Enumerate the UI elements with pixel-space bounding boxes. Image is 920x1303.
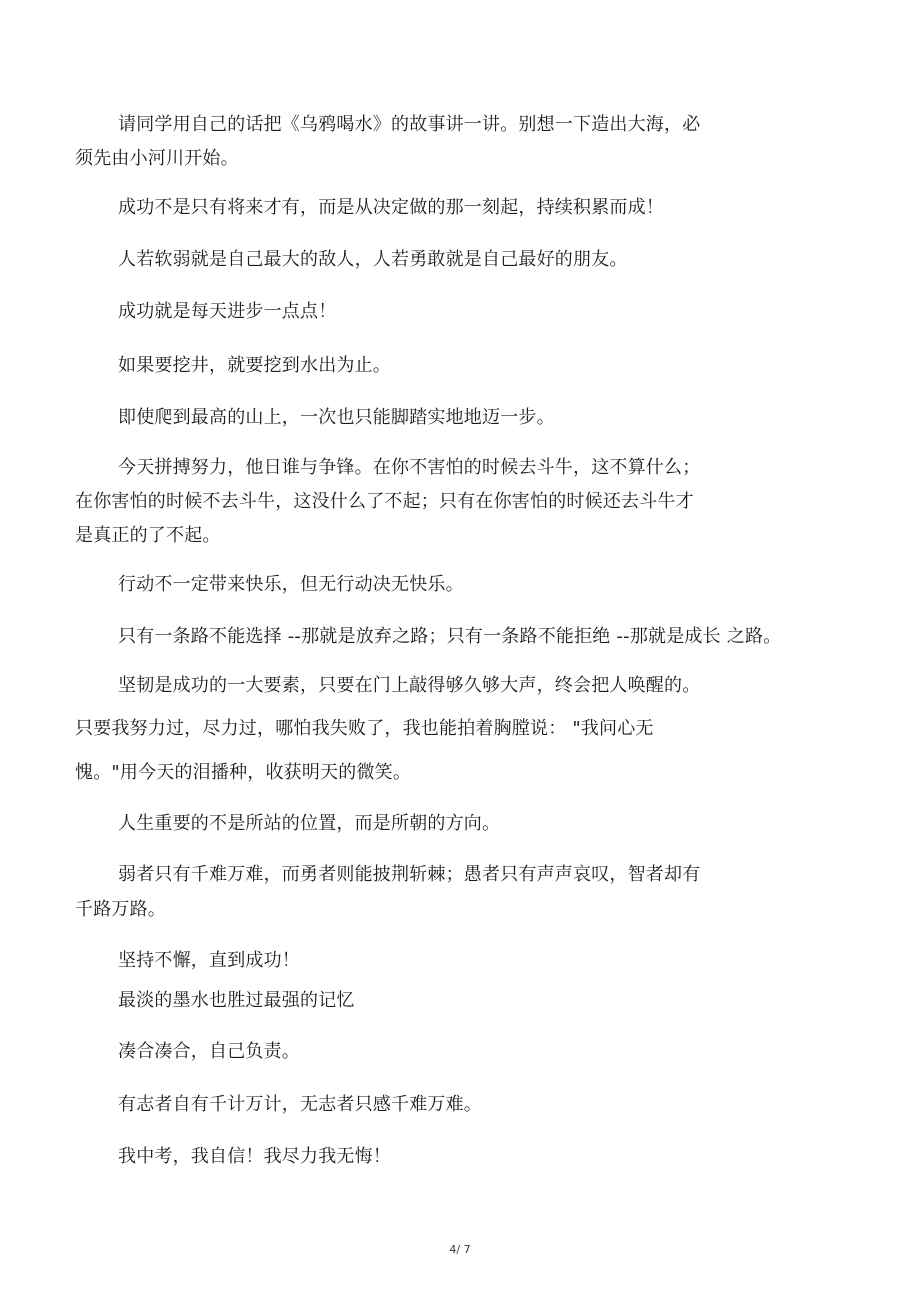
text-line-10: 是真正的了不起。 — [75, 525, 221, 546]
text-line-16: 人生重要的不是所站的位置，而是所朝的方向。 — [118, 813, 501, 834]
text-line-13: 坚韧是成功的一大要素，只要在门上敲得够久够大声，终会把人唤醒的。 — [118, 675, 701, 696]
text-line-6: 如果要挖井，就要挖到水出为止。 — [118, 355, 391, 376]
text-line-21: 凑合凑合，自己负责。 — [118, 1041, 300, 1062]
text-line-3: 成功不是只有将来才有，而是从决定做的那一刻起，持续积累而成！ — [118, 197, 664, 218]
text-line-11: 行动不一定带来快乐，但无行动决无快乐。 — [118, 574, 464, 595]
text-line-4: 人若软弱就是自己最大的敌人，人若勇敢就是自己最好的朋友。 — [118, 249, 628, 270]
text-line-7: 即使爬到最高的山上，一次也只能脚踏实地地迈一步。 — [118, 407, 555, 428]
text-line-12: 只有一条路不能选择 --那就是放弃之路；只有一条路不能拒绝 --那就是成长 之路。 — [118, 626, 782, 647]
text-line-23: 我中考，我自信！我尽力我无悔！ — [118, 1146, 391, 1167]
text-line-2: 须先由小河川开始。 — [75, 148, 239, 169]
text-line-1: 请同学用自己的话把《乌鸦喝水》的故事讲一讲。别想一下造出大海，必 — [118, 114, 701, 135]
text-line-19: 坚持不懈，直到成功！ — [118, 950, 300, 971]
text-line-14: 只要我努力过，尽力过，哪怕我失败了，我也能拍着胸膛说： "我问心无 — [75, 718, 654, 739]
text-line-8: 今天拼搏努力，他日谁与争锋。在你不害怕的时候去斗牛，这不算什么； — [118, 457, 701, 478]
text-line-20: 最淡的墨水也胜过最强的记忆 — [118, 990, 355, 1011]
text-line-5: 成功就是每天进步一点点！ — [118, 301, 337, 322]
text-line-18: 千路万路。 — [75, 899, 166, 920]
text-line-17: 弱者只有千难万难，而勇者则能披荆斩棘；愚者只有声声哀叹，智者却有 — [118, 864, 701, 885]
text-line-22: 有志者自有千计万计，无志者只感千难万难。 — [118, 1094, 482, 1115]
page-number: 4/ 7 — [449, 1243, 471, 1256]
text-line-9: 在你害怕的时候不去斗牛，这没什么了不起；只有在你害怕的时候还去斗牛才 — [75, 491, 694, 512]
text-line-15: 愧。"用今天的泪播种，收获明天的微笑。 — [75, 762, 412, 783]
